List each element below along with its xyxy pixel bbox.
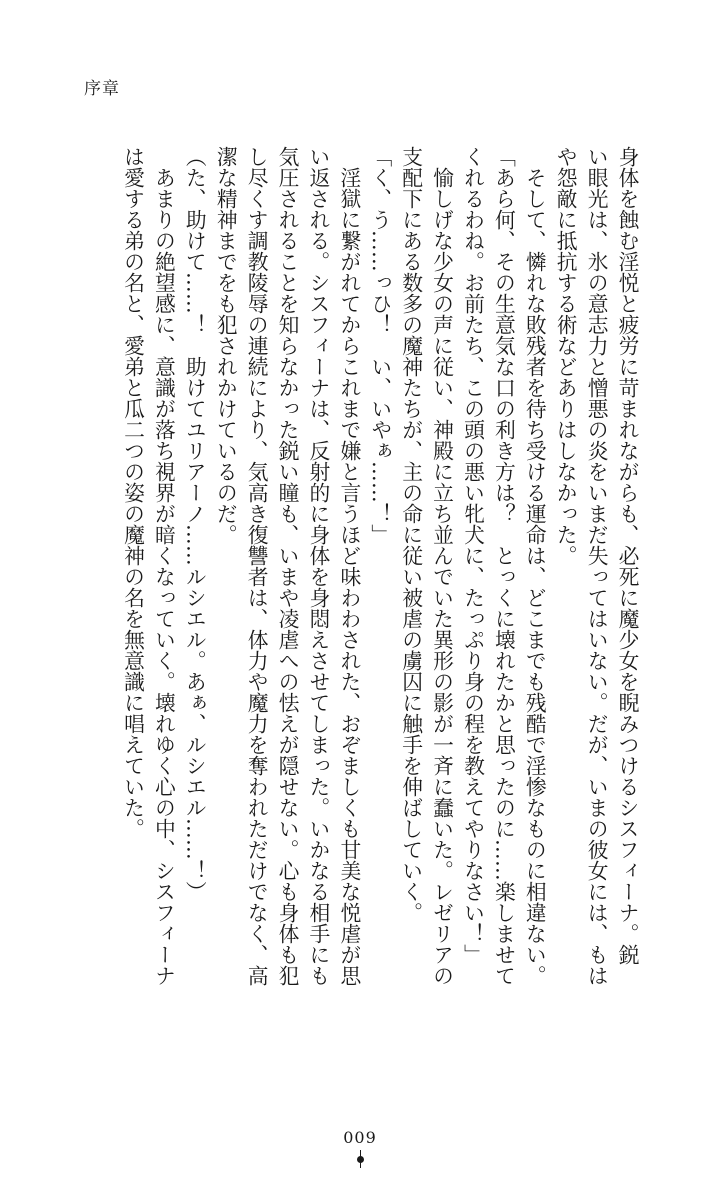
body-text <box>82 146 642 986</box>
text-line: い返される。シスフィーナは、反射的に身体を身悶えさせてしまった。いかなる相手にも <box>305 146 330 986</box>
text-line: 気圧されることを知らなかった鋭い瞳も、いまや凌虐への怯えが隠せない。心も身体も犯 <box>275 146 300 986</box>
text-line: 淫獄に繋がれてからこれまで嫌と言うほど味わわされた、おぞましくも甘美な悦虐が思 <box>336 146 361 986</box>
chapter-title: 序章 <box>84 79 120 99</box>
text-line: 潔な精神までをも犯されかけているのだ。 <box>213 146 238 545</box>
text-line: そして、憐れな敗残者を待ち受ける運命は、どこまでも残酷で淫惨なものに相違ない。 <box>522 146 547 986</box>
text-line: や怨敵に抵抗する術などありはしなかった。 <box>553 146 578 566</box>
page-marker-dot <box>357 1156 364 1163</box>
text-line: 愉しげな少女の声に従い、神殿に立ち並んでいた異形の影が一斉に蠢いた。レゼリアの <box>429 146 454 986</box>
text-line: は愛する弟の名と、愛弟と瓜二つの姿の魔神の名を無意識に唱えていた。 <box>120 146 145 839</box>
text-line: い眼光は、氷の意志力と憎悪の炎をいまだ失ってはいない。だが、いまの彼女には、もは <box>584 146 609 986</box>
text-line: 支配下にある数多の魔神たちが、主の命に従い被虐の虜囚に触手を伸ばしていく。 <box>398 146 423 923</box>
text-line: あまりの絶望感に、意識が落ち視界が暗くなっていく。壊れゆく心の中、シスフィーナ <box>151 146 176 986</box>
text-line: くれるわね。お前たち、この頭の悪い牝犬に、たっぷり身の程を教えてやりなさい！」 <box>460 146 485 965</box>
page-number: 009 <box>343 1128 377 1147</box>
text-line: 「く、う……っひ！ い、いやぁ……！」 <box>367 146 392 545</box>
text-line: （た、助けて……！ 助けてユリアーノ……ルシエル。あぁ、ルシエル……！） <box>182 146 207 902</box>
text-line: 身体を蝕む淫悦と疲労に苛まれながらも、必死に魔少女を睨みつけるシスフィーナ。鋭 <box>615 146 639 965</box>
text-line: し尽くす調教陵辱の連続により、気高き復讐者は、体力や魔力を奪われただけでなく、高 <box>244 146 269 986</box>
text-line: 「あら何、その生意気な口の利き方は？ とっくに壊れたかと思ったのに……楽しませて <box>491 146 516 986</box>
